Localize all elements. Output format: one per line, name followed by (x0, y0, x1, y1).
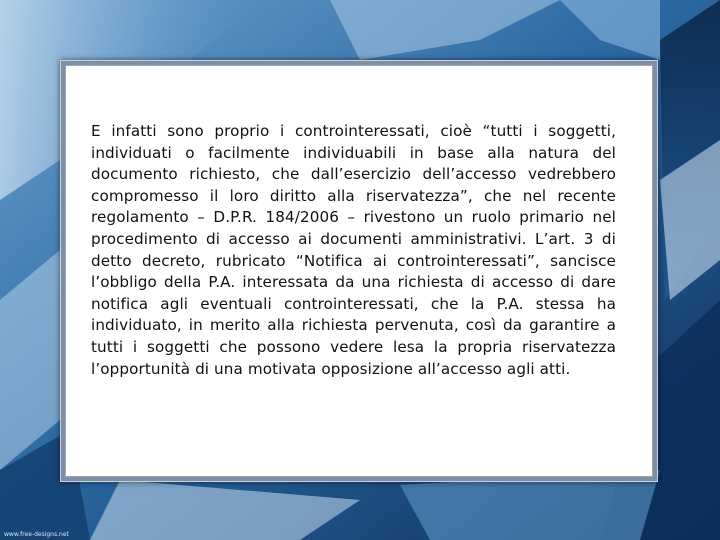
slide-body-text: E infatti sono proprio i controinteressati, cioè “tutti i soggetti, individuati o facilmente individuabili in base alla natura del documento richiesto, che dall’esercizio dell’accesso vedrebbero compromesso il loro diritto alla riservatezza”, che nel recente regolamento – D.P.R. 184/2006 – rivestono un ruolo primario nel procedimento di accesso ai documenti amministrativi. L’art. 3 di detto decreto, rubricato “Notifica ai controinteressati”, sancisce l’obbligo della P.A. interessata da una richiesta di accesso di dare notifica agli eventuali controinteressati, che la P.A. stessa ha individuato, in merito alla richiesta pervenuta, così da garantire a tutti i soggetti che possono vedere lesa la propria riservatezza l’opportunità di una motivata opposizione all’accesso agli atti. (91, 122, 616, 378)
watermark-text: www.free-designs.net (4, 531, 69, 538)
